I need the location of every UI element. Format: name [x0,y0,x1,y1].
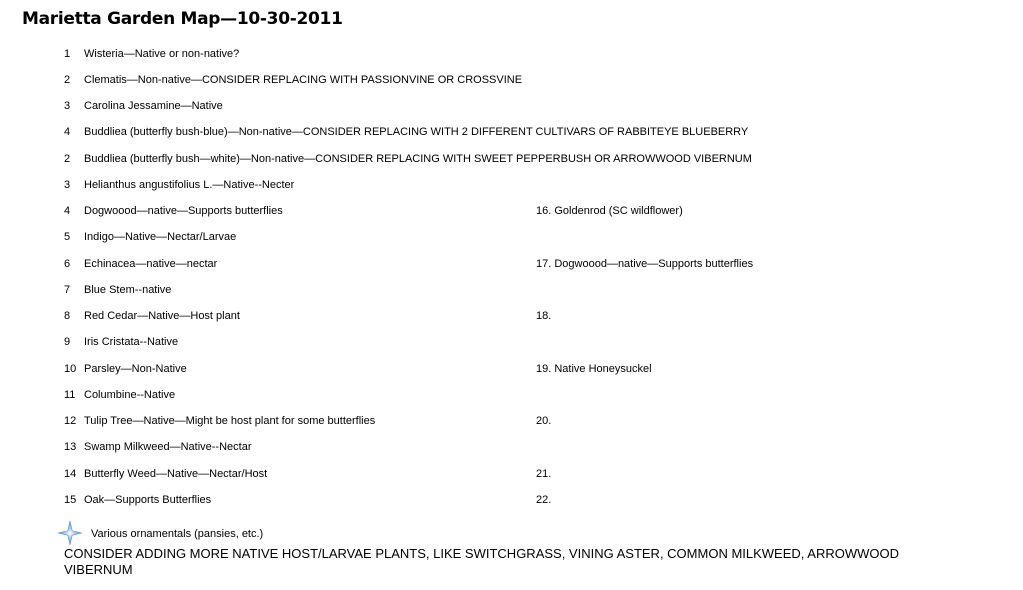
right-item-text: 22. [536,494,552,506]
item-text: Columbine--Native [84,389,176,401]
item-text: Echinacea—native—nectar [84,258,218,270]
item-number: 5 [64,231,71,243]
item-number: 7 [64,284,71,296]
item-text: Parsley—Non-Native [84,363,187,375]
item-number: 12 [64,415,77,427]
item-text: Indigo—Native—Nectar/Larvae [84,231,237,243]
right-item-text: 16. Goldenrod (SC wildflower) [536,205,683,217]
item-number: 6 [64,258,71,270]
item-number: 3 [64,100,71,112]
item-text: Buddliea (butterfly bush-blue)—Non-native—CONSIDER REPLACING WITH 2 DIFFERENT CULTIVARS OF RABBITEYE BLUEBERRY [84,126,749,138]
item-number: 13 [64,441,77,453]
right-item-text: 21. [536,468,552,480]
item-text: Wisteria—Native or non-native? [84,48,240,60]
item-number: 1 [64,48,71,60]
item-number: 8 [64,310,71,322]
item-number: 11 [64,389,76,401]
item-text: Red Cedar—Native—Host plant [84,310,240,322]
right-item-text: 20. [536,415,552,427]
item-number: 15 [64,494,77,506]
page-title: Marietta Garden Map—10-30-2011 [22,9,343,29]
item-text: Carolina Jessamine—Native [84,100,223,112]
item-text: Tulip Tree—Native—Might be host plant for some butterflies [84,415,376,427]
right-item-text: 17. Dogwoood—native—Supports butterflies [536,258,754,270]
item-number: 4 [64,205,71,217]
footer-note: CONSIDER ADDING MORE NATIVE HOST/LARVAE PLANTS, LIKE SWITCHGRASS, VINING ASTER, COMMON MILKWEED, ARROWWOOD VIBERNUM [64,546,900,577]
item-text: Clematis—Non-native—CONSIDER REPLACING WITH PASSIONVINE OR CROSSVINE [84,74,523,86]
item-number: 4 [64,126,71,138]
item-text: Oak—Supports Butterflies [84,494,212,506]
item-text: Swamp Milkweed—Native--Nectar [84,441,252,453]
item-number: 10 [64,363,77,375]
item-text: Iris Cristata--Native [84,336,179,348]
four-point-star-icon [57,520,83,546]
item-number: 14 [64,468,77,480]
item-text: Butterfly Weed—Native—Nectar/Host [84,468,268,480]
legend-note: Various ornamentals (pansies, etc.) [91,528,264,540]
item-text: Blue Stem--native [84,284,172,296]
item-number: 3 [64,179,71,191]
item-number: 2 [64,153,71,165]
item-text: Buddliea (butterfly bush—white)—Non-native—CONSIDER REPLACING WITH SWEET PEPPERBUSH OR ARROWWOOD VIBERNUM [84,153,752,165]
item-text: Dogwoood—native—Supports butterflies [84,205,283,217]
item-text: Helianthus angustifolius L.—Native--Necter [84,179,295,191]
item-number: 2 [64,74,71,86]
right-item-text: 18. [536,310,552,322]
item-number: 9 [64,336,71,348]
right-item-text: 19. Native Honeysuckel [536,363,652,375]
